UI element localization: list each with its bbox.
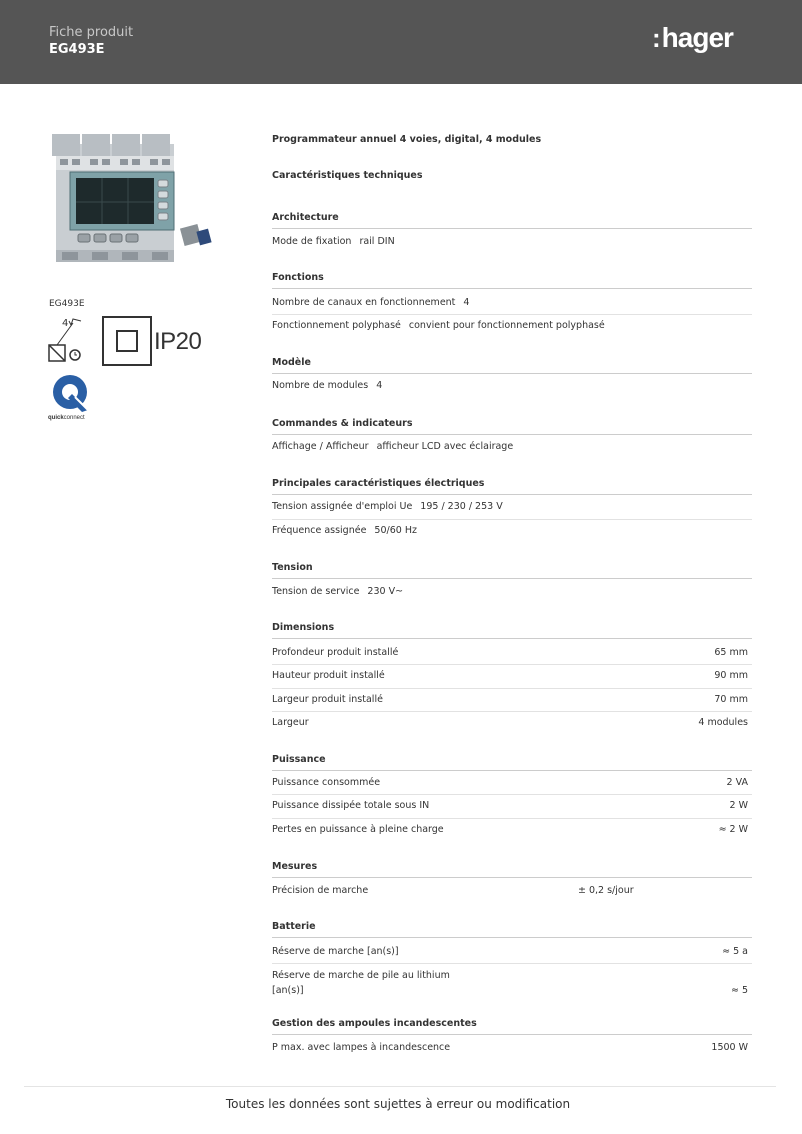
footer-disclaimer: Toutes les données sont sujettes à erreur ou modification — [225, 1097, 571, 1111]
product-image — [48, 126, 218, 271]
spec-row — [272, 1042, 752, 1053]
spec-row — [272, 525, 752, 536]
spec-label: Réserve de marche [an(s)] — [272, 946, 399, 957]
spec-label: Nombre de canaux en fonctionnement — [272, 297, 456, 308]
spec-row — [272, 297, 752, 315]
spec-label: Puissance dissipée totale sous IN — [272, 800, 430, 811]
spec-row — [272, 885, 752, 896]
spec-label: Nombre de modules — [272, 380, 369, 391]
spec-value: 1500 W — [711, 1042, 748, 1053]
sheet-label: Fiche produit — [49, 25, 134, 40]
section-heading-dimensions: Dimensions — [272, 622, 752, 639]
quickconnect-label — [48, 415, 85, 421]
spec-row — [272, 777, 752, 795]
page-header — [0, 0, 802, 84]
section-heading-commandes: Commandes & indicateurs — [272, 418, 752, 435]
spec-label: Largeur — [272, 717, 309, 728]
quickconnect-bold: quick — [48, 415, 64, 421]
ip-rating: IP20 — [154, 328, 202, 355]
spec-row — [272, 236, 752, 247]
spec-label: Précision de marche — [272, 885, 369, 896]
section-heading-puissance: Puissance — [272, 754, 752, 771]
spec-value: 2 VA — [726, 777, 748, 788]
spec-label: Affichage / Afficheur — [272, 441, 369, 452]
spec-label-line: [an(s)] — [272, 985, 304, 996]
spec-label: P max. avec lampes à incandescence — [272, 1042, 451, 1053]
spec-label: Profondeur produit installé — [272, 647, 399, 658]
channel-timer-symbol-icon — [47, 315, 87, 365]
spec-value: rail DIN — [359, 236, 395, 247]
specs-subtitle: Caractéristiques techniques — [272, 170, 423, 181]
spec-value: 65 mm — [714, 647, 748, 658]
section-heading-fonctions: Fonctions — [272, 272, 752, 289]
section-heading-mesures: Mesures — [272, 861, 752, 878]
double-insulation-icon — [102, 316, 152, 366]
spec-value: 2 W — [729, 800, 748, 811]
spec-row — [272, 670, 752, 689]
spec-row — [272, 694, 752, 712]
spec-label: Hauteur produit installé — [272, 670, 385, 681]
spec-value: 50/60 Hz — [374, 525, 417, 536]
spec-row — [272, 441, 752, 452]
section-heading-batterie: Batterie — [272, 921, 752, 938]
spec-label-line: Réserve de marche de pile au lithium — [272, 970, 450, 981]
spec-row — [272, 320, 752, 331]
spec-label: Largeur produit installé — [272, 694, 383, 705]
spec-row — [272, 968, 752, 998]
spec-value: 4 modules — [698, 717, 748, 728]
spec-row — [272, 586, 752, 597]
spec-row — [272, 380, 752, 391]
spec-label: Tension de service — [272, 586, 360, 597]
spec-label: Puissance consommée — [272, 777, 381, 788]
spec-value: ≈ 5 — [730, 985, 748, 996]
spec-value: 4 — [376, 380, 383, 391]
spec-label: Tension assignée d'emploi Ue — [272, 501, 413, 512]
left-product-code: EG493E — [49, 299, 85, 309]
spec-value: 230 V~ — [367, 586, 404, 597]
brand-name: hager — [661, 22, 733, 53]
quickconnect-rest: connect — [63, 415, 85, 421]
svg-text:4: 4 — [62, 318, 69, 329]
spec-value: ≈ 2 W — [718, 824, 748, 835]
spec-value: 90 mm — [714, 670, 748, 681]
spec-row — [272, 717, 752, 728]
spec-value: ≈ 5 a — [722, 946, 748, 957]
spec-label: Fonctionnement polyphasé — [272, 320, 401, 331]
spec-label: Fréquence assignée — [272, 525, 367, 536]
header-product-code: EG493E — [49, 42, 105, 57]
spec-row — [272, 824, 752, 835]
spec-row — [272, 647, 752, 665]
spec-value: 4 — [463, 297, 470, 308]
spec-row — [272, 501, 752, 520]
section-heading-electriques: Principales caractéristiques électriques — [272, 478, 752, 495]
section-heading-architecture: Architecture — [272, 212, 752, 229]
product-title: Programmateur annuel 4 voies, digital, 4 modules — [272, 134, 542, 145]
spec-value: 195 / 230 / 253 V — [420, 501, 503, 512]
spec-label: Pertes en puissance à pleine charge — [272, 824, 444, 835]
spec-row — [272, 946, 752, 964]
spec-row — [272, 800, 752, 819]
hager-logo: :hager — [652, 22, 733, 53]
footer-divider — [24, 1086, 776, 1087]
spec-label: Mode de fixation — [272, 236, 352, 247]
section-heading-modele: Modèle — [272, 357, 752, 374]
section-heading-ampoules: Gestion des ampoules incandescentes — [272, 1018, 752, 1035]
spec-value: convient pour fonctionnement polyphasé — [408, 320, 605, 331]
spec-value: ± 0,2 s/jour — [578, 885, 634, 896]
section-heading-tension: Tension — [272, 562, 752, 579]
spec-value: 70 mm — [714, 694, 748, 705]
spec-value: afficheur LCD avec éclairage — [376, 441, 514, 452]
